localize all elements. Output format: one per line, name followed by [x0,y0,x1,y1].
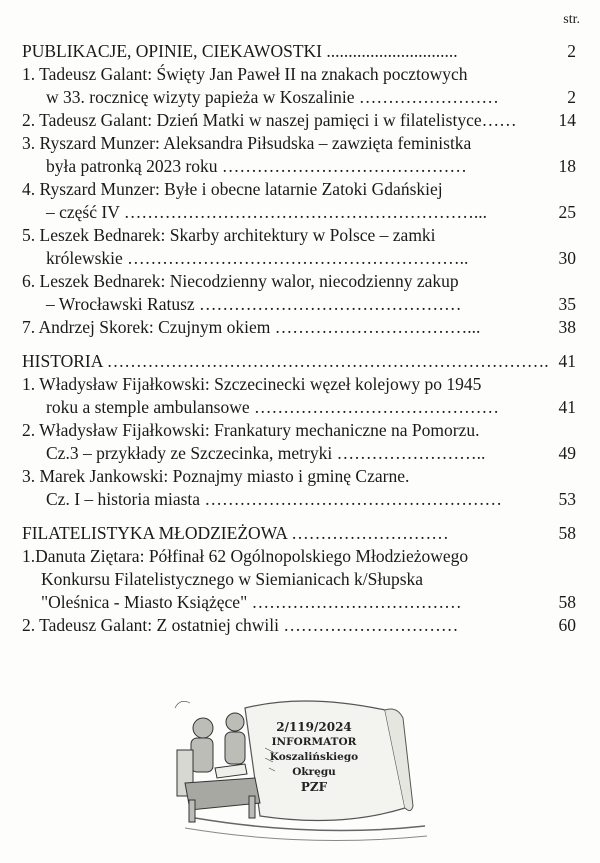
page-number: 14 [558,110,576,130]
stamp-line: PZF [300,780,328,794]
stamp-line: Okręgu [292,766,336,778]
section-heading: PUBLIKACJE, OPINIE, CIEKAWOSTKI .............................. 2 [22,41,576,61]
page-number: 38 [558,317,576,337]
toc-entry: 6. Leszek Bednarek: Niecodzienny walor, niecodzienny zakup – Wrocławski Ratusz ……………………………………… 35 [22,271,576,314]
section-heading: HISTORIA …………………………………………………………………. 41 [22,351,576,371]
toc-entry: 1. Władysław Fijałkowski: Szczecinecki węzeł kolejowy po 1945 roku a stemple ambulansowe …………………………………… 41 [22,374,576,417]
toc-entry: 2. Tadeusz Galant: Dzień Matki w naszej pamięci i w filatelistyce…… 14 [22,110,576,130]
page-column-label: str. [563,12,580,27]
page-number: 25 [558,202,576,222]
toc-entry: 2. Tadeusz Galant: Z ostatniej chwili ………………………… 60 [22,615,576,635]
toc-entry: 3. Ryszard Munzer: Aleksandra Piłsudska – zawzięta feministka była patronką 2023 roku …………………………………… 18 [22,133,576,176]
stamp-issue: 2/119/2024 [276,720,352,734]
toc-entry: 5. Leszek Bednarek: Skarby architektury w Polsce – zamki królewskie ………………………………………………….. 30 [22,225,576,268]
toc-entry: 4. Ryszard Munzer: Byłe i obecne latarnie Zatoki Gdańskiej – część IV ……………………………………………………... 25 [22,179,576,222]
page-number: 35 [558,294,576,314]
page-number: 2 [567,41,576,61]
page-number: 58 [558,592,576,612]
page-number: 2 [567,87,576,107]
page-number: 49 [558,443,576,463]
page-number: 60 [558,615,576,635]
page-number: 30 [558,248,576,268]
page-number: 41 [558,397,576,417]
page-number: 18 [558,156,576,176]
stamp-line: Koszalińskiego [269,751,359,763]
page-number: 41 [558,351,576,371]
toc-entry: 7. Andrzej Skorek: Czujnym okiem ……………………………... 38 [22,317,576,337]
toc-entry: 2. Władysław Fijałkowski: Frankatury mechaniczne na Pomorzu. Cz.3 – przykłady ze Szczecinka, metryki …………………….. 49 [22,420,576,463]
page-number: 58 [558,523,576,543]
page-number: 53 [558,489,576,509]
toc-entry: 1. Tadeusz Galant: Święty Jan Paweł II na znakach pocztowych w 33. rocznicę wizyty papieża w Koszalinie …………………… 2 [22,64,576,107]
section-heading: FILATELISTYKA MŁODZIEŻOWA ……………………… 58 [22,523,576,543]
stamp-caption [255,720,373,795]
table-of-contents [22,40,580,637]
toc-entry: 1.Danuta Ziętara: Półfinał 62 Ogólnopolskiego Młodzieżowego Konkursu Filatelistycznego w Siemianicach k/Słupska "Oleśnica - Miasto Książęce" ……………………………… 58 [22,546,576,612]
toc-entry: 3. Marek Jankowski: Poznajmy miasto i gminę Czarne. Cz. I – historia miasta …………………………………………… 53 [22,466,576,509]
stamp-line: INFORMATOR [271,736,357,748]
